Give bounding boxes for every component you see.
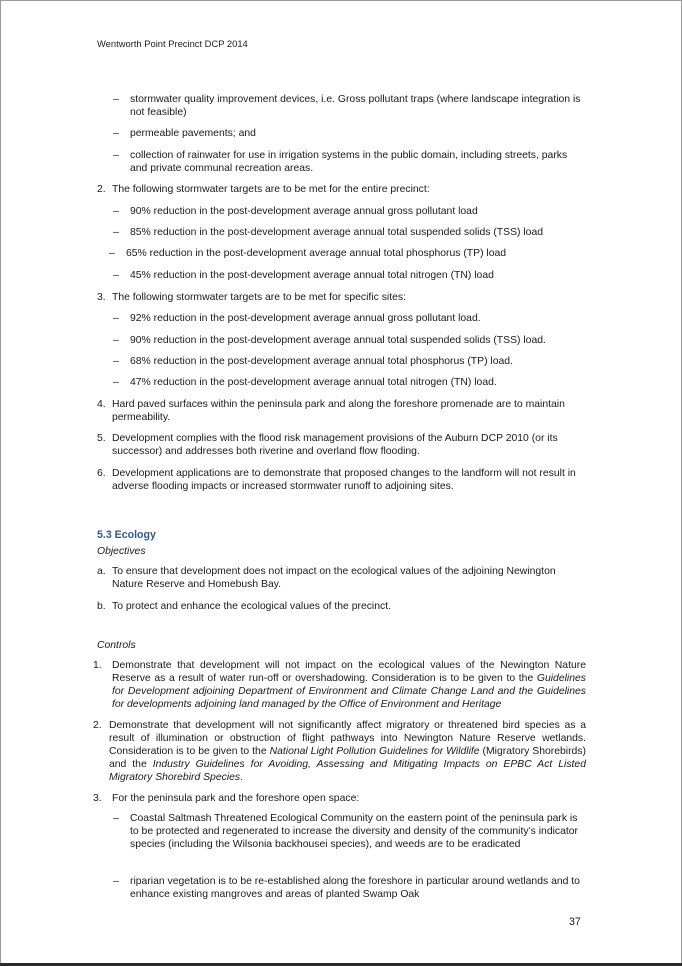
dash-marker: – [113,94,119,105]
control-item [93,659,586,711]
bullet-text: collection of rainwater for use in irrigation systems in the public domain, including streets, parks and private communal recreation areas. [130,150,568,174]
bullet-text: riparian vegetation is to be re-established along the foreshore in particular around wetlands and to enhance existing mangroves and areas of planted Swamp Oak [130,876,580,900]
page-number: 37 [569,916,581,928]
item-text: The following stormwater targets are to be met for specific sites: [112,292,406,303]
list-item [113,93,585,119]
bullet-text: 45% reduction in the post-development average annual total nitrogen (TN) load [130,270,494,281]
numbered-item [97,432,587,458]
bullet-text: 47% reduction in the post-development average annual total nitrogen (TN) load. [130,377,497,388]
control-text-plain: (Migratory Shorebirds) and the [109,746,586,770]
objective-letter: a. [97,566,106,577]
list-item [113,875,586,901]
bullet-text: 85% reduction in the post-development average annual total suspended solids (TSS) load [130,227,543,238]
bullet-text: 90% reduction in the post-development average annual total suspended solids (TSS) load. [130,335,546,346]
dash-marker: – [113,227,119,238]
control-text-plain: . [240,772,243,783]
objective-text: To protect and enhance the ecological values of the precinct. [112,601,391,612]
numbered-item [97,183,587,196]
item-number: 5. [97,433,106,444]
control-item [93,719,586,784]
bullet-text: 68% reduction in the post-development average annual total phosphorus (TP) load. [130,356,513,367]
dash-marker: – [113,356,119,367]
numbered-item [97,291,587,304]
numbered-item [97,467,587,493]
control-text: For the peninsula park and the foreshore open space: [112,793,360,804]
dash-marker: – [113,377,119,388]
dash-marker: – [113,270,119,281]
dash-marker: – [113,813,119,824]
item-number: 4. [97,399,106,410]
objective-item [97,565,569,591]
dash-marker: – [113,335,119,346]
dash-marker: – [113,206,119,217]
dash-marker: – [109,248,115,259]
control-number: 2. [93,720,102,731]
page-header: Wentworth Point Precinct DCP 2014 [97,38,248,49]
list-item [113,376,585,389]
bullet-text: 65% reduction in the post-development average annual total phosphorus (TP) load [126,248,507,259]
list-item [113,205,585,218]
control-number: 3. [93,793,102,804]
list-item [113,812,586,851]
item-text: Hard paved surfaces within the peninsula park and along the foreshore promenade are to maintain permeability. [112,399,565,423]
item-text: The following stormwater targets are to be met for the entire precinct: [112,184,430,195]
bullet-text: permeable pavements; and [130,128,256,139]
control-text-italic: National Light Pollution Guidelines for Wildlife [269,746,480,757]
objectives-label: Objectives [97,546,146,557]
objective-letter: b. [97,601,106,612]
objective-text: To ensure that development does not impact on the ecological values of the adjoining Newington Nature Reserve and Homebush Bay. [112,566,556,590]
list-item [113,149,585,175]
list-item [113,127,585,140]
bullet-text: 92% reduction in the post-development average annual gross pollutant load. [130,313,481,324]
objective-item [97,600,569,613]
list-item [113,269,585,282]
dash-marker: – [113,313,119,324]
control-text-italic: Guidelines for Development adjoining Department of Environment and Climate Change Land and the Guidelines for developments adjoining land managed by the Office of Environment and Heritage [112,673,586,710]
item-text: Development complies with the flood risk management provisions of the Auburn DCP 2010 (or its successor) and addresses both riverine and overland flow flooding. [112,433,558,457]
control-text-italic: Industry Guidelines for Avoiding, Assessing and Mitigating Impacts on EPBC Act Listed Migratory Shorebird Species [109,759,586,783]
item-number: 3. [97,292,106,303]
list-item [113,334,585,347]
control-text-plain: Demonstrate that development will not significantly affect migratory or threatened bird species as a result of illumination or obstruction of flight pathways into Newington Nature Reserve wetlands. Consideration is to be given to the [109,720,586,757]
item-number: 2. [97,184,106,195]
item-number: 6. [97,468,106,479]
bullet-text: stormwater quality improvement devices, i.e. Gross pollutant traps (where landscape integration is not feasible) [130,94,581,118]
control-number: 1. [93,660,102,671]
controls-label: Controls [97,640,136,651]
list-item [113,312,585,325]
list-item [109,247,585,260]
dash-marker: – [113,150,119,161]
numbered-item [97,398,587,424]
control-text [109,719,586,784]
control-text [112,659,586,711]
dash-marker: – [113,876,119,887]
control-item [93,792,586,805]
list-item [113,355,585,368]
control-text-plain: Demonstrate that development will not impact on the ecological values of the Newington Nature Reserve as a result of water run-off or overshadowing. Consideration is to be given to the [112,660,586,684]
bullet-text: 90% reduction in the post-development average annual gross pollutant load [130,206,478,217]
bullet-text: Coastal Saltmash Threatened Ecological Community on the eastern point of the peninsula park is to be protected and regenerated to increase the diversity and density of the community’s indicator species (including the Wilsonia backhousei species), and weeds are to be eradicated [130,813,579,850]
section-heading: 5.3 Ecology [97,529,156,541]
list-item [113,226,585,239]
dash-marker: – [113,128,119,139]
item-text: Development applications are to demonstrate that proposed changes to the landform will not result in adverse flooding impacts or increased stormwater runoff to adjoining sites. [112,468,576,492]
